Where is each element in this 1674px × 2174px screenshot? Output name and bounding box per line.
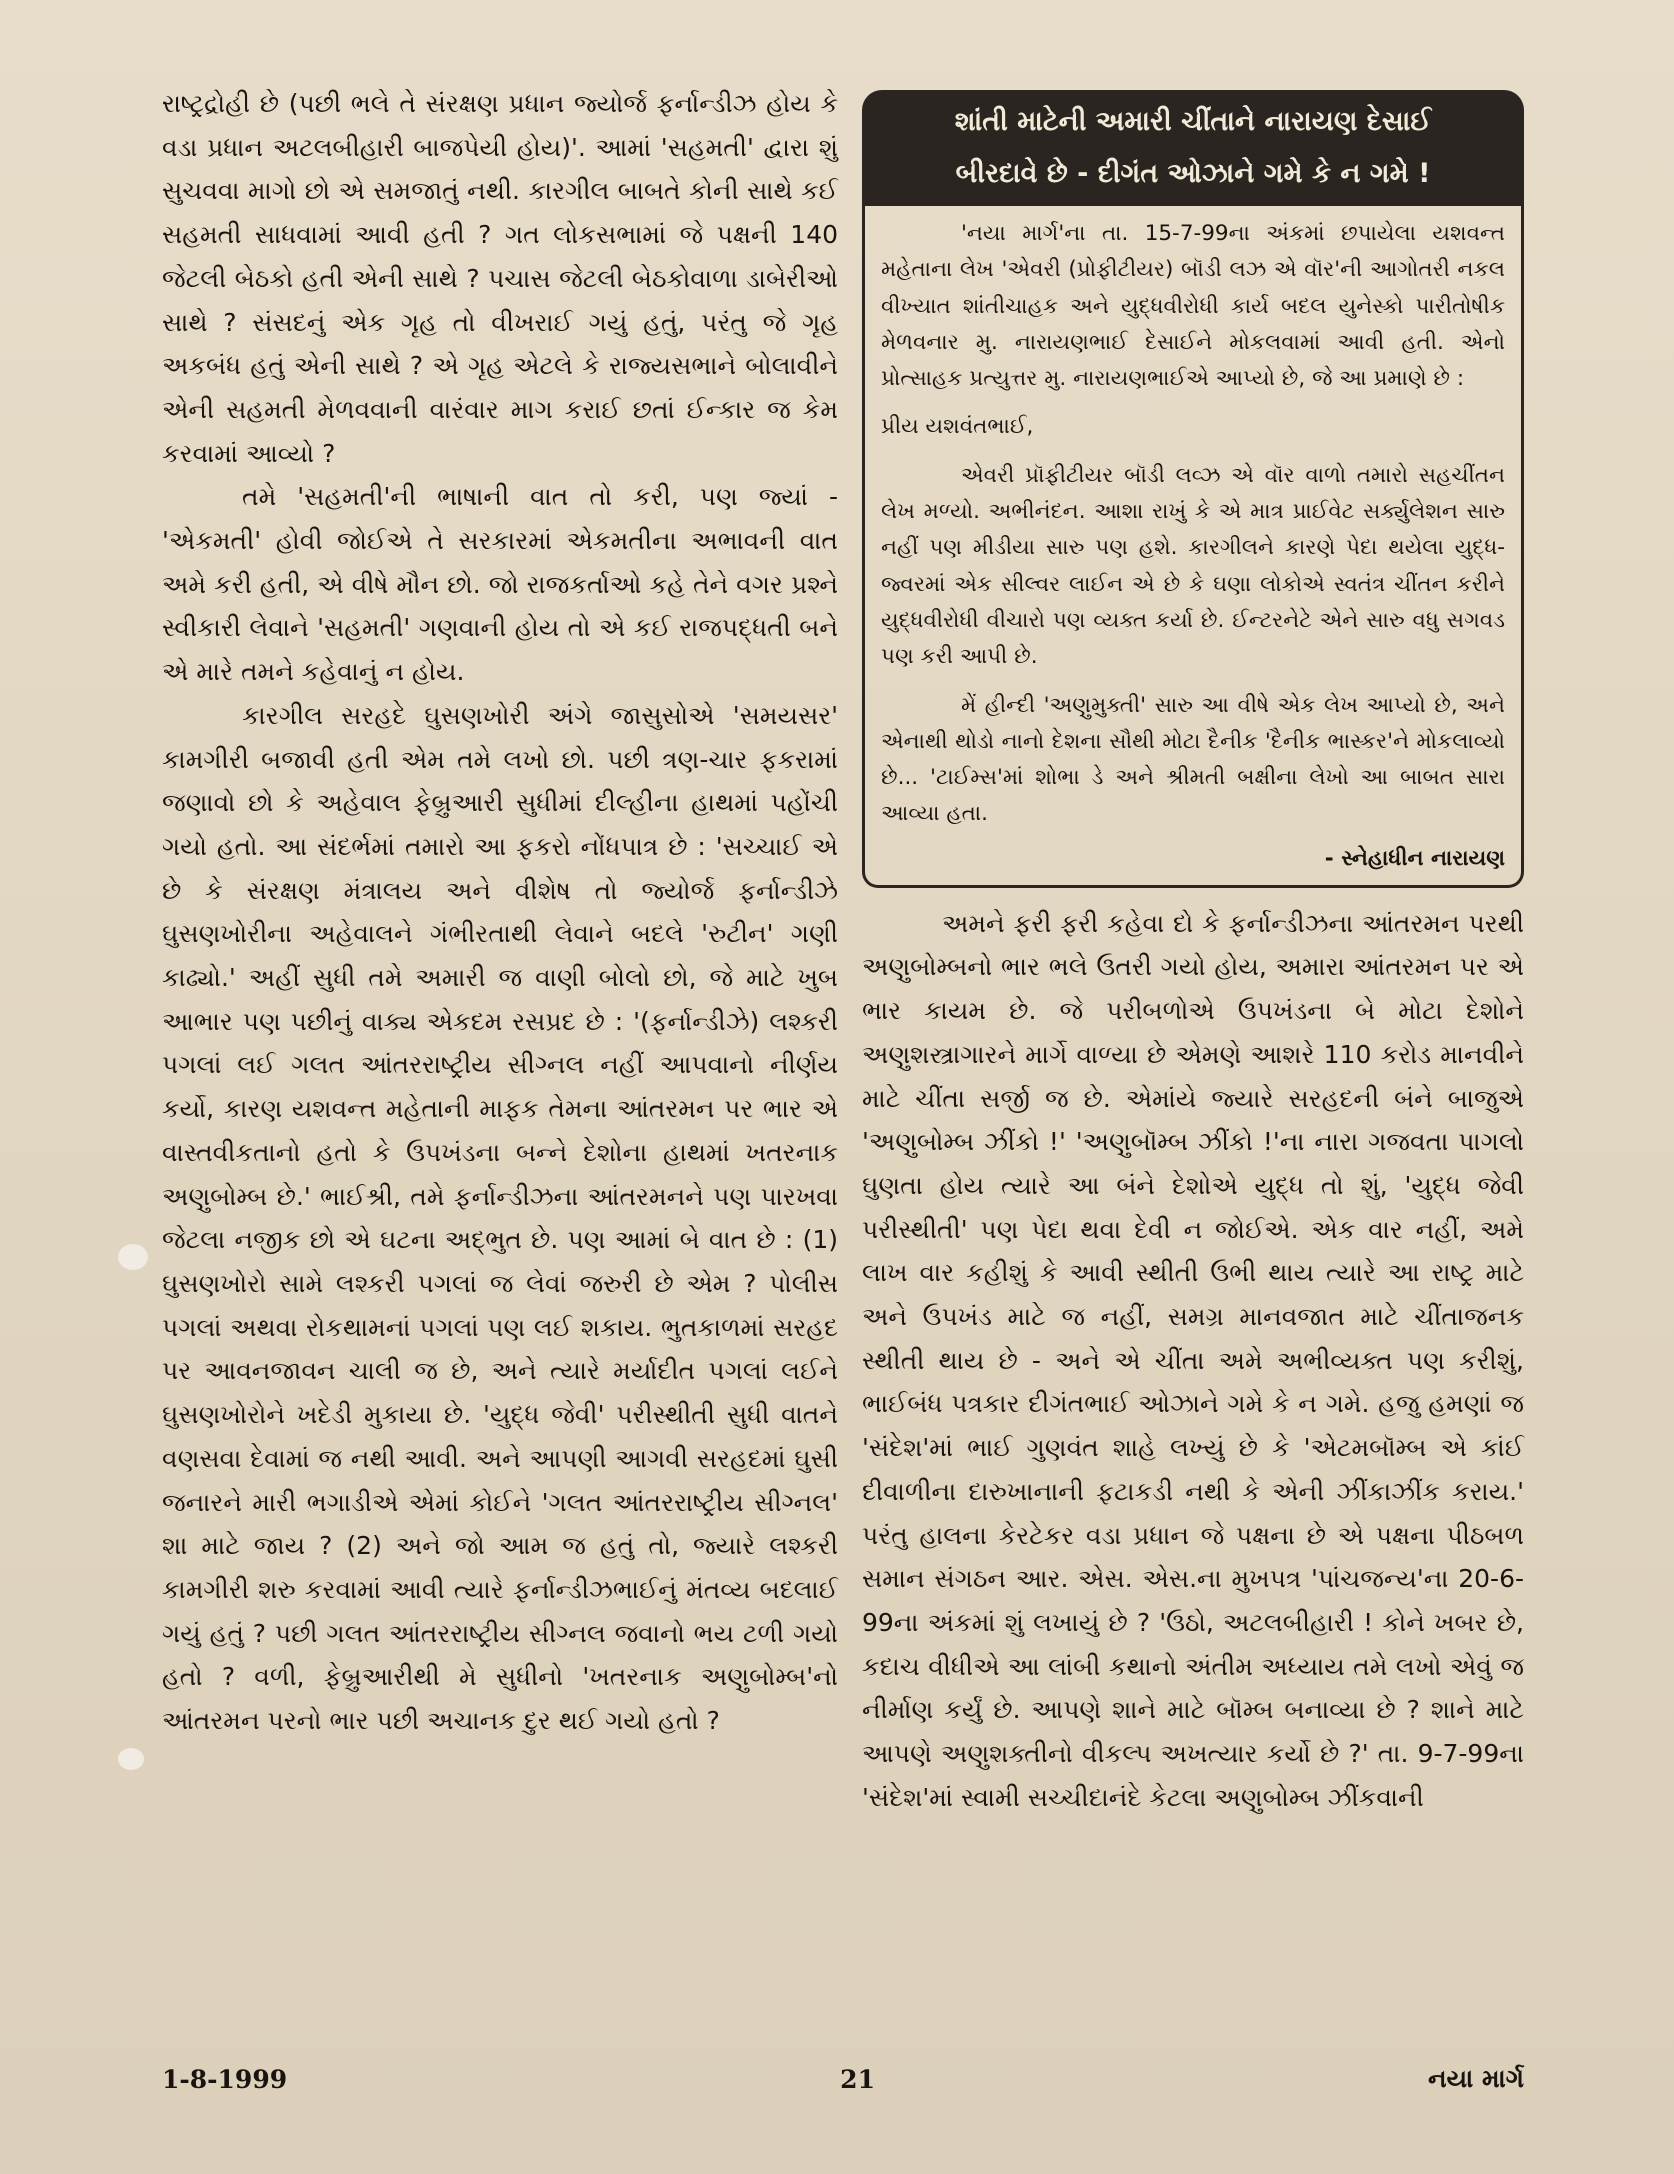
letter-box	[862, 206, 1524, 888]
box-letter-paragraph-1: એવરી પ્રૉફીટીયર બૉડી લવ્ઝ એ વૉર વાળો તમારો સહચીંતન લેખ મળ્યો. અભીનંદન. આશા રાખું કે એ માત્ર પ્રાઈવેટ સર્ક્યુલેશન સારુ નહીં પણ મીડીયા સારુ પણ હશે. કારગીલને કારણે પેદા થયેલા યુદ્ધ-જ્વરમાં એક સીલ્વર લાઈન એ છે કે ઘણા લોકોએ સ્વતંત્ર ચીંતન કરીને યુદ્ધવીરોધી વીચારો પણ વ્યક્ત કર્યા છે. ઈન્ટરનેટે એને સારુ વધુ સગવડ પણ કરી આપી છે.	[881, 462, 1505, 670]
box-letter-paragraph-2: મેં હીન્દી 'અણુમુક્તી' સારુ આ વીષે એક લેખ આપ્યો છે, અને એનાથી થોડો નાનો દેશના સૌથી મોટા દૈનીક 'દૈનીક ભાસ્કર'ને મોકલાવ્યો છે... 'ટાઈમ્સ'માં શોભા ડે અને શ્રીમતી બક્ષીના લેખો આ બાબત સારા આવ્યા હતા.	[881, 692, 1505, 827]
box-heading-line-2: બીરદાવે છે - દીગંત ઓઝાને ગમે કે ન ગમે !	[955, 158, 1431, 189]
left-paragraph-1: રાષ્ટ્રદ્રોહી છે (પછી ભલે તે સંરક્ષણ પ્રધાન જ્યોર્જ ફર્નાન્ડીઝ હોય કે વડા પ્રધાન અટલબીહારી બાજપેયી હોય)'. આમાં 'સહમતી' દ્વારા શું સુચવવા માગો છો એ સમજાતું નથી. કારગીલ બાબતે કોની સાથે કઈ સહમતી સાધવામાં આવી હતી ? ગત લોકસભામાં જે પક્ષની 140 જેટલી બેઠકો હતી એની સાથે ? પચાસ જેટલી બેઠકોવાળા ડાબેરીઓ સાથે ? સંસદનું એક ગૃહ તો વીખરાઈ ગયું હતું, પરંતુ જે ગૃહ અકબંધ હતું એની સાથે ? એ ગૃહ એટલે કે રાજ્યસભાને બોલાવીને એની સહમતી મેળવવાની વારંવાર માગ કરાઈ છતાં ઈન્કાર જ કેમ કરવામાં આવ્યો ?	[162, 89, 838, 468]
box-heading-line-1: શાંતી માટેની અમારી ચીંતાને નારાયણ દેસાઈ	[954, 106, 1432, 137]
box-salutation: પ્રીય યશવંતભાઈ,	[881, 414, 1034, 440]
page-footer	[162, 2064, 1524, 2094]
footer-date: 1-8-1999	[162, 2064, 288, 2094]
right-column	[862, 90, 1524, 1820]
paper-hole	[118, 1748, 144, 1770]
footer-page-number: 21	[840, 2064, 875, 2094]
paper-hole	[118, 1244, 148, 1270]
box-signature: - સ્નેહાધીન નારાયણ	[1324, 845, 1505, 871]
right-paragraph: અમને ફરી ફરી કહેવા દો કે ફર્નાન્ડીઝના આંતરમન પરથી અણુબોમ્બનો ભાર ભલે ઉતરી ગયો હોય, અમારા આંતરમન પર એ ભાર કાયમ છે. જે પરીબળોએ ઉપખંડના બે મોટા દેશોને અણુશસ્ત્રાગારને માર્ગે વાળ્યા છે એમણે આશરે 110 કરોડ માનવીને માટે ચીંતા સર્જી જ છે. એમાંયે જ્યારે સરહદની બંને બાજુએ 'અણુબોમ્બ ઝીંકો !' 'અણુબૉમ્બ ઝીંકો !'ના નારા ગજવતા પાગલો ઘુણતા હોય ત્યારે આ બંને દેશોએ યુદ્ધ તો શું, 'યુદ્ધ જેવી પરીસ્થીતી' પણ પેદા થવા દેવી ન જોઈએ. એક વાર નહીં, અમે લાખ વાર કહીશું કે આવી સ્થીતી ઉભી થાય ત્યારે આ રાષ્ટ્ર માટે અને ઉપખંડ માટે જ નહીં, સમગ્ર માનવજાત માટે ચીંતાજનક સ્થીતી થાય છે - અને એ ચીંતા અમે અભીવ્યક્ત પણ કરીશું, ભાઈબંધ પત્રકાર દીગંતભાઈ ઓઝાને ગમે કે ન ગમે. હજુ હમણાં જ 'સંદેશ'માં ભાઈ ગુણવંત શાહે લખ્યું છે કે 'એટમબૉમ્બ એ કાંઈ દીવાળીના દારુખાનાની ફટાકડી નથી કે એની ઝીંકાઝીંક કરાય.' પરંતુ હાલના કેરટેકર વડા પ્રધાન જે પક્ષના છે એ પક્ષના પીઠબળ સમાન સંગઠન આર. એસ. એસ.ના મુખપત્ર 'પાંચજન્ય'ના 20-6-99ના અંકમાં શું લખાયું છે ? 'ઉઠો, અટલબીહારી ! કોને ખબર છે, કદાચ વીધીએ આ લાંબી કથાનો અંતીમ અધ્યાય તમે લખો એવું જ નીર્માણ કર્યું છે. આપણે શાને માટે બૉમ્બ બનાવ્યા છે ? શાને માટે આપણે અણુશક્તીનો વીકલ્પ અખત્યાર કર્યો છે ?' તા. 9-7-99ના 'સંદેશ'માં સ્વામી સચ્ચીદાનંદે કેટલા અણુબોમ્બ ઝીંકવાની	[862, 908, 1524, 1812]
footer-publication-name: નયા માર્ગ	[1428, 2064, 1524, 2093]
left-column	[162, 82, 838, 1743]
box-intro: 'નયા માર્ગ'ના તા. 15-7-99ના અંકમાં છપાયેલા યશવન્ત મહેતાના લેખ 'એવરી (પ્રોફીટીયર) બૉડી લઝ એ વૉર'ની આગોતરી નકલ વીખ્યાત શાંતીચાહક અને યુદ્ધવીરોધી કાર્ય બદલ યુનેસ્કો પારીતોષીક મેળવનાર મુ. નારાયણભાઈ દેસાઈને મોકલવામાં આવી હતી. એનો પ્રોત્સાહક પ્રત્યુત્તર મુ. નારાયણભાઈએ આપ્યો છે, જે આ પ્રમાણે છે :	[881, 221, 1505, 392]
left-paragraph-3: કારગીલ સરહદે ઘુસણખોરી અંગે જાસુસોએ 'સમયસર' કામગીરી બજાવી હતી એમ તમે લખો છો. પછી ત્રણ-ચાર ફકરામાં જણાવો છો કે અહેવાલ ફેબ્રુઆરી સુધીમાં દીલ્હીના હાથમાં પહોંચી ગયો હતો. આ સંદર્ભમાં તમારો આ ફકરો નોંધપાત્ર છે : 'સચ્ચાઈ એ છે કે સંરક્ષણ મંત્રાલય અને વીશેષ તો જ્યોર્જ ફર્નાન્ડીઝે ઘુસણખોરીના અહેવાલને ગંભીરતાથી લેવાને બદલે 'રુટીન' ગણી કાઢ્યો.' અહીં સુધી તમે અમારી જ વાણી બોલો છો, જે માટે ખુબ આભાર પણ પછીનું વાક્ય એકદમ રસપ્રદ છે : '(ફર્નાન્ડીઝે) લશ્કરી પગલાં લઈ ગલત આંતરરાષ્ટ્રીય સીગ્નલ નહીં આપવાનો નીર્ણય કર્યો, કારણ યશવન્ત મહેતાની માફક તેમના આંતરમન પર ભાર એ વાસ્તવીકતાનો હતો કે ઉપખંડના બન્ને દેશોના હાથમાં ખતરનાક અણુબોમ્બ છે.' ભાઈશ્રી, તમે ફર્નાન્ડીઝના આંતરમનને પણ પારખવા જેટલા નજીક છો એ ઘટના અદ્ભુત છે. પણ આમાં બે વાત છે : (1) ઘુસણખોરો સામે લશ્કરી પગલાં જ લેવાં જરુરી છે એમ ? પોલીસ પગલાં અથવા રોકથામનાં પગલાં પણ લઈ શકાય. ભુતકાળમાં સરહદ પર આવનજાવન ચાલી જ છે, અને ત્યારે મર્યાદીત પગલાં લઈને ઘુસણખોરોને ખદેડી મુકાયા છે. 'યુદ્ધ જેવી' પરીસ્થીતી સુધી વાતને વણસવા દેવામાં જ નથી આવી. અને આપણી આગવી સરહદમાં ઘુસી જનારને મારી ભગાડીએ એમાં કોઈને 'ગલત આંતરરાષ્ટ્રીય સીગ્નલ' શા માટે જાય ? (2) અને જો આમ જ હતું તો, જ્યારે લશ્કરી કામગીરી શરુ કરવામાં આવી ત્યારે ફર્નાન્ડીઝભાઈનું મંતવ્ય બદલાઈ ગયું હતું ? પછી ગલત આંતરરાષ્ટ્રીય સીગ્નલ જવાનો ભય ટળી ગયો હતો ? વળી, ફેબ્રુઆરીથી મે સુધીનો 'ખતરનાક અણુબોમ્બ'નો આંતરમન પરનો ભાર પછી અચાનક દુર થઈ ગયો હતો ?	[162, 700, 838, 1736]
left-paragraph-2: તમે 'સહમતી'ની ભાષાની વાત તો કરી, પણ જ્યાં - 'એકમતી' હોવી જોઈએ તે સરકારમાં એકમતીના અભાવની વાત અમે કરી હતી, એ વીષે મૌન છો. જો રાજકર્તાઓ કહે તેને વગર પ્રશ્ને સ્વીકારી લેવાને 'સહમતી' ગણવાની હોય તો એ કઈ રાજપદ્ધતી બને એ મારે તમને કહેવાનું ન હોય.	[162, 482, 838, 687]
box-heading	[862, 90, 1524, 206]
